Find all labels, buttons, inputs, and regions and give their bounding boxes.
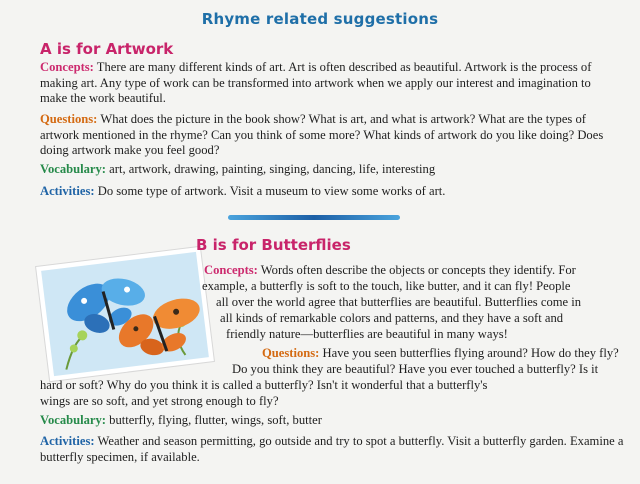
butterflies-photo xyxy=(30,244,220,384)
vocabulary-label: Vocabulary: xyxy=(40,162,107,176)
artwork-concepts-text: There are many different kinds of art. Art is often described as beautiful. Artwork is the process of making art. Any type of work can be transformed into artwork when we apply our interest and imagination to make the work beautiful. xyxy=(40,60,592,105)
concepts-label: Concepts: xyxy=(204,263,258,277)
butterflies-concepts-line-1: Words often describe the objects or concepts they identify. For xyxy=(260,263,576,277)
artwork-questions xyxy=(40,112,608,159)
section-divider xyxy=(228,215,400,220)
artwork-vocabulary-text: art, artwork, drawing, painting, singing, dancing, life, interesting xyxy=(109,162,436,176)
butterflies-concepts-line: all kinds of remarkable colors and patterns, and they have a soft and xyxy=(220,311,564,325)
activities-label: Activities: xyxy=(40,434,95,448)
page-title: Rhyme related suggestions xyxy=(201,10,439,28)
butterflies-activities-text: Weather and season permitting, go outside and try to spot a butterfly. Visit a butterfly garden. Examine a butterfly specimen, if available. xyxy=(40,434,624,464)
artwork-questions-text: What does the picture in the book show? What is art, and what is artwork? What are the types of artwork mentioned in the rhyme? Can you think of some more? What kinds of artwork do you like doing? Does doing artwork make you feel good? xyxy=(40,112,604,157)
butterflies-questions-line: wings are so soft, and yet strong enough to fly? xyxy=(40,394,279,408)
artwork-concepts xyxy=(40,60,608,107)
butterflies-concepts-line: example, a butterfly is soft to the touch, like butter, and it can fly! People xyxy=(202,279,571,293)
questions-label: Questions: xyxy=(262,346,320,360)
concepts-label: Concepts: xyxy=(40,60,94,74)
artwork-activities xyxy=(40,184,608,200)
butterflies-questions-line-1: Have you seen butterflies flying around? How do they fly? xyxy=(322,346,619,360)
butterflies-questions-line: hard or soft? Why do you think it is called a butterfly? Isn't it wonderful that a butterfly's xyxy=(40,378,488,392)
butterflies-vocabulary-text: butterfly, flying, flutter, wings, soft, butter xyxy=(109,413,322,427)
butterflies-concepts xyxy=(204,263,624,279)
butterflies-questions xyxy=(262,346,622,362)
section-title-butterflies: B is for Butterflies xyxy=(196,236,351,254)
vocabulary-label: Vocabulary: xyxy=(40,413,107,427)
butterflies-concepts-line: friendly nature—butterflies are beautiful in many ways! xyxy=(226,327,508,341)
questions-label: Questions: xyxy=(40,112,98,126)
butterflies-concepts-line: all over the world agree that butterflies are beautiful. Butterflies come in xyxy=(216,295,582,309)
butterflies-activities xyxy=(40,434,630,465)
artwork-vocabulary xyxy=(40,162,608,178)
butterflies-vocabulary xyxy=(40,413,630,429)
activities-label: Activities: xyxy=(40,184,95,198)
artwork-activities-text: Do some type of artwork. Visit a museum to view some works of art. xyxy=(97,184,446,198)
butterflies-questions-line: Do you think they are beautiful? Have you ever touched a butterfly? Is it xyxy=(232,362,599,376)
section-title-artwork: A is for Artwork xyxy=(40,40,174,58)
